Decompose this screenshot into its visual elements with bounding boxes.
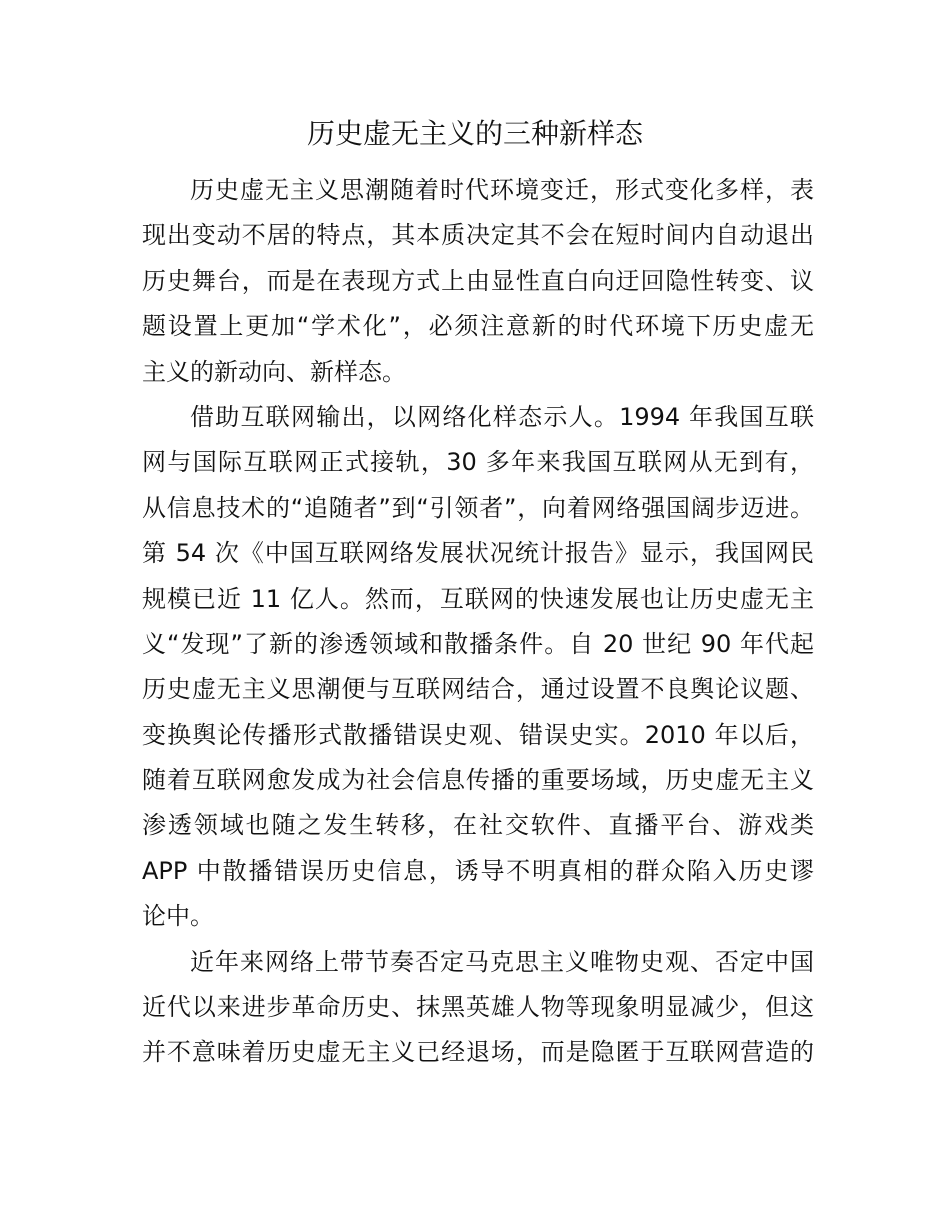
text-line: 并不意味着历史虚无主义已经退场，而是隐匿于互联网营造的 (142, 1038, 814, 1067)
text-line: 主义的新动向、新样态。 (142, 357, 406, 386)
text-line: 第 54 次《中国互联网络发展状况统计报告》显示，我国网民 (142, 539, 814, 568)
paragraph (142, 940, 814, 1076)
text-line: 网与国际互联网正式接轨，30 多年来我国互联网从无到有， (142, 448, 814, 477)
text-line: 近年来网络上带节奏否定马克思主义唯物史观、否定中国 (190, 947, 814, 976)
text-line: 历史虚无主义思潮便与互联网结合，通过设置不良舆论议题、 (142, 675, 814, 704)
paragraph (142, 168, 814, 395)
document-title: 历史虚无主义的三种新样态 (306, 117, 643, 150)
text-line: 借助互联网输出，以网络化样态示人。1994 年我国互联 (190, 402, 814, 431)
document-body (142, 168, 814, 1076)
text-line: 近代以来进步革命历史、抹黑英雄人物等现象明显减少，但这 (142, 993, 814, 1022)
text-line: 随着互联网愈发成为社会信息传播的重要场域，历史虚无主义 (142, 766, 814, 795)
text-line: 渗透领域也随之发生转移，在社交软件、直播平台、游戏类 (142, 811, 814, 840)
text-line: 历史虚无主义思潮随着时代环境变迁，形式变化多样，表 (190, 176, 814, 204)
text-line: 现出变动不居的特点，其本质决定其不会在短时间内自动退出 (142, 221, 814, 250)
text-line: 题设置上更加“学术化”，必须注意新的时代环境下历史虚无 (142, 312, 814, 341)
text-line: APP 中散播错误历史信息，诱导不明真相的群众陷入历史谬 (142, 856, 814, 885)
text-line: 变换舆论传播形式散播错误史观、错误史实。2010 年以后， (142, 720, 814, 749)
text-line: 论中。 (142, 902, 214, 931)
paragraph (142, 395, 814, 940)
text-line: 义“发现”了新的渗透领域和散播条件。自 20 世纪 90 年代起 (142, 629, 814, 658)
text-line: 规模已近 11 亿人。然而，互联网的快速发展也让历史虚无主 (142, 584, 814, 613)
text-line: 历史舞台，而是在表现方式上由显性直白向迂回隐性转变、议 (142, 266, 814, 295)
text-line: 从信息技术的“追随者”到“引领者”，向着网络强国阔步迈进。 (142, 493, 814, 522)
